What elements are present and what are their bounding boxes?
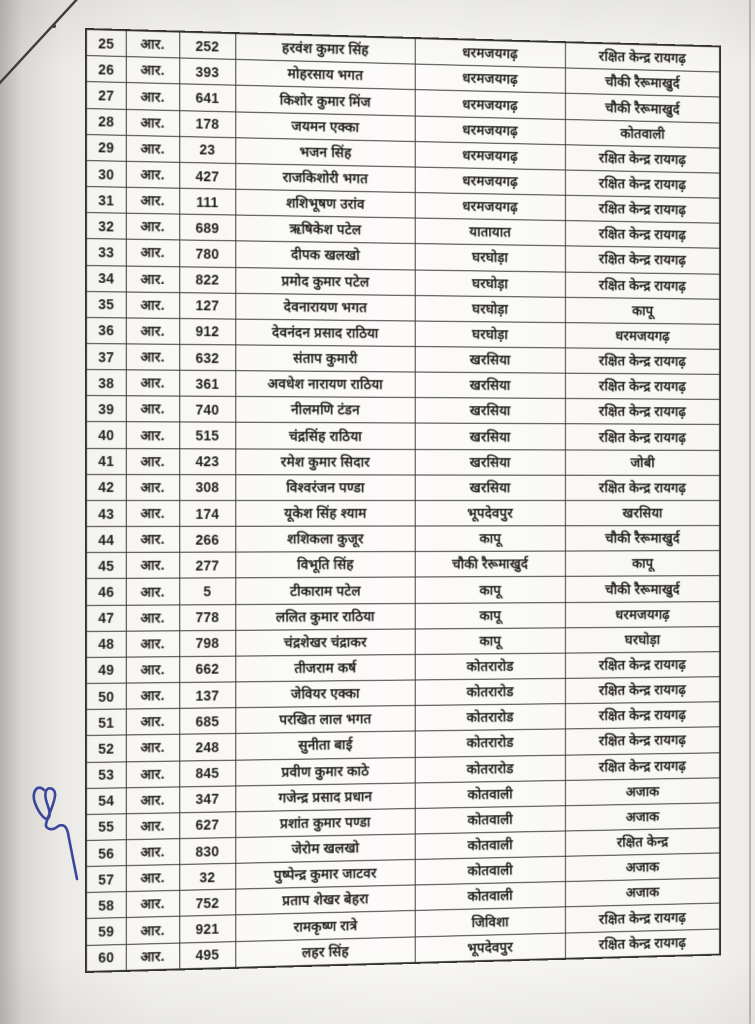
cell-belt-number: 798 <box>179 630 235 656</box>
cell-current-posting: कापू <box>415 526 565 552</box>
cell-current-posting: चौकी रैरूमाखुर्द <box>415 551 565 577</box>
cell-serial-number: 46 <box>86 579 126 605</box>
cell-belt-number: 845 <box>179 760 235 787</box>
cell-serial-number: 55 <box>86 814 126 841</box>
cell-current-posting: कोतवाली <box>415 856 565 885</box>
cell-name: विभूति सिंह <box>235 552 414 578</box>
cell-belt-number: 32 <box>179 863 235 890</box>
table-row <box>86 370 720 400</box>
cell-name: प्रवीण कुमार काठे <box>235 757 414 786</box>
cell-serial-number: 47 <box>86 605 126 631</box>
cell-belt-number: 361 <box>179 370 235 396</box>
cell-belt-number: 641 <box>179 84 235 111</box>
cell-station: चौकी रैरूमाखुर्द <box>565 68 720 97</box>
cell-belt-number: 778 <box>179 604 235 630</box>
cell-current-posting: कोतरारोड <box>415 678 565 705</box>
cell-belt-number: 174 <box>179 500 235 526</box>
cell-name: विश्वरंजन पण्डा <box>235 475 414 501</box>
cell-belt-number: 685 <box>179 708 235 735</box>
cell-serial-number: 25 <box>86 29 126 57</box>
cell-current-posting: खरसिया <box>415 398 565 424</box>
cell-station: रक्षित केन्द्र रायगढ़ <box>565 170 720 198</box>
cell-name: सुनीता बाई <box>235 731 414 759</box>
cell-rank: आर. <box>126 657 179 684</box>
cell-name: हरवंश कुमार सिंह <box>235 33 414 64</box>
cell-name: संताप कुमारी <box>235 345 414 372</box>
cell-belt-number: 423 <box>179 448 235 474</box>
cell-station: रक्षित केन्द्र रायगढ़ <box>565 424 720 450</box>
cell-serial-number: 30 <box>86 160 126 187</box>
cell-rank: आर. <box>126 109 179 136</box>
cell-belt-number: 495 <box>179 941 235 969</box>
cell-current-posting: कोतवाली <box>415 780 565 808</box>
cell-current-posting: धरमजयगढ़ <box>415 167 565 195</box>
cell-name: ऋषिकेश पटेल <box>235 215 414 244</box>
cell-name: रामकृष्ण रात्रे <box>235 911 414 941</box>
cell-station: अजाक <box>565 803 720 831</box>
cell-current-posting: कोतवाली <box>415 882 565 911</box>
cell-station: धरमजयगढ़ <box>565 322 720 349</box>
cell-rank: आर. <box>126 266 179 293</box>
cell-belt-number: 137 <box>179 682 235 709</box>
cell-name: भजन सिंह <box>235 137 414 166</box>
cell-rank: आर. <box>126 813 179 840</box>
cell-belt-number: 111 <box>179 188 235 215</box>
cell-name: शशिकला कुजूर <box>235 526 414 552</box>
cell-rank: आर. <box>126 891 179 918</box>
cell-rank: आर. <box>126 631 179 658</box>
cell-name: देवनारायण भगत <box>235 293 414 321</box>
cell-station: रक्षित केन्द्र रायगढ़ <box>565 929 720 959</box>
cell-rank: आर. <box>126 318 179 345</box>
cell-station: कापू <box>565 551 720 577</box>
cell-station: रक्षित केन्द्र रायगढ़ <box>565 475 720 500</box>
cell-serial-number: 36 <box>86 317 126 344</box>
cell-belt-number: 689 <box>179 214 235 241</box>
cell-current-posting: घरघोड़ा <box>415 321 565 348</box>
cell-name: राजकिशोरी भगत <box>235 163 414 192</box>
cell-current-posting: कापू <box>415 577 565 603</box>
cell-station: अजाक <box>565 778 720 806</box>
cell-rank: आर. <box>126 761 179 788</box>
cell-serial-number: 40 <box>86 422 126 448</box>
cell-rank: आर. <box>126 213 179 240</box>
cell-serial-number: 39 <box>86 396 126 422</box>
cell-current-posting: घरघोड़ा <box>415 295 565 322</box>
cell-name: रमेश कुमार सिदार <box>235 449 414 475</box>
cell-current-posting: कोतरारोड <box>415 755 565 783</box>
cell-serial-number: 59 <box>86 918 126 945</box>
cell-current-posting: खरसिया <box>415 423 565 449</box>
cell-name: तीजराम कर्ष <box>235 654 414 682</box>
cell-belt-number: 822 <box>179 266 235 293</box>
cell-station: रक्षित केन्द्र रायगढ़ <box>565 677 720 704</box>
cell-serial-number: 34 <box>86 265 126 292</box>
cell-station: रक्षित केन्द्र रायगढ़ <box>565 727 720 755</box>
cell-station: रक्षित केन्द्र रायगढ़ <box>565 399 720 425</box>
cell-station: रक्षित केन्द्र रायगढ़ <box>565 42 720 72</box>
cell-belt-number: 277 <box>179 552 235 578</box>
personnel-table-wrap <box>85 28 719 973</box>
cell-current-posting: धरमजयगढ़ <box>415 38 565 68</box>
cell-rank: आर. <box>126 526 179 552</box>
cell-belt-number: 627 <box>179 812 235 839</box>
cell-serial-number: 48 <box>86 631 126 657</box>
cell-belt-number: 308 <box>179 474 235 500</box>
table-body <box>86 29 720 972</box>
cell-rank: आर. <box>126 57 179 84</box>
cell-serial-number: 27 <box>86 82 126 109</box>
cell-belt-number: 752 <box>179 889 235 916</box>
cell-current-posting: खरसिया <box>415 449 565 475</box>
cell-station: रक्षित केन्द्र <box>565 828 720 856</box>
cell-current-posting: कोतवाली <box>415 806 565 834</box>
cell-serial-number: 51 <box>86 709 126 736</box>
cell-station: कापू <box>565 297 720 324</box>
cell-current-posting: यातायात <box>415 218 565 246</box>
cell-name: प्रताप शेखर बेहरा <box>235 885 414 915</box>
cell-name: लहर सिंह <box>235 937 414 968</box>
cell-current-posting: जिविशा <box>415 907 565 936</box>
cell-belt-number: 266 <box>179 526 235 552</box>
cell-serial-number: 50 <box>86 683 126 710</box>
cell-rank: आर. <box>126 292 179 319</box>
cell-current-posting: कोतरारोड <box>415 729 565 757</box>
cell-name: यूकेश सिंह श्याम <box>235 500 414 526</box>
cell-name: प्रशांत कुमार पण्डा <box>235 808 414 837</box>
cell-belt-number: 23 <box>179 136 235 163</box>
cell-rank: आर. <box>126 917 179 944</box>
cell-name: प्रमोद कुमार पटेल <box>235 267 414 295</box>
cell-belt-number: 127 <box>179 292 235 319</box>
cell-rank: आर. <box>126 161 179 188</box>
cell-rank: आर. <box>126 735 179 762</box>
cell-station: रक्षित केन्द्र रायगढ़ <box>565 272 720 299</box>
cell-current-posting: भूपदेवपुर <box>415 500 565 526</box>
cell-serial-number: 49 <box>86 657 126 684</box>
cell-current-posting: भूपदेवपुर <box>415 933 565 963</box>
cell-serial-number: 35 <box>86 291 126 318</box>
cell-station: घरघोड़ा <box>565 626 720 653</box>
table-row <box>86 422 720 450</box>
cell-current-posting: धरमजयगढ़ <box>415 90 565 119</box>
cell-current-posting: धरमजयगढ़ <box>415 141 565 170</box>
cell-serial-number: 33 <box>86 239 126 266</box>
cell-name: किशोर कुमार मिंज <box>235 86 414 116</box>
table-row <box>86 448 720 475</box>
cell-station: रक्षित केन्द्र रायगढ़ <box>565 702 720 729</box>
cell-belt-number: 248 <box>179 734 235 761</box>
cell-station: अजाक <box>565 878 720 907</box>
cell-serial-number: 29 <box>86 134 126 161</box>
cell-serial-number: 44 <box>86 527 126 553</box>
cell-rank: आर. <box>126 709 179 736</box>
cell-belt-number: 780 <box>179 240 235 267</box>
cell-rank: आर. <box>126 787 179 814</box>
cell-station: रक्षित केन्द्र रायगढ़ <box>565 752 720 780</box>
table-row <box>86 396 720 425</box>
personnel-table <box>85 28 721 973</box>
cell-serial-number: 28 <box>86 108 126 135</box>
table-row <box>86 526 720 553</box>
cell-current-posting: खरसिया <box>415 372 565 399</box>
cell-name: दीपक खलखो <box>235 241 414 269</box>
cell-belt-number: 830 <box>179 838 235 865</box>
cell-rank: आर. <box>126 578 179 604</box>
cell-current-posting: कापू <box>415 628 565 655</box>
cell-belt-number: 427 <box>179 162 235 189</box>
cell-rank: आर. <box>126 839 179 866</box>
cell-rank: आर. <box>126 187 179 214</box>
cell-name: चंद्रशेखर चंद्राकर <box>235 629 414 656</box>
cell-name: गजेन्द्र प्रसाद प्रधान <box>235 783 414 812</box>
cell-serial-number: 32 <box>86 213 126 240</box>
cell-rank: आर. <box>126 83 179 110</box>
cell-current-posting: खरसिया <box>415 475 565 501</box>
cell-name: नीलमणि टंडन <box>235 397 414 424</box>
table-row <box>86 474 720 500</box>
cell-name: शशिभूषण उरांव <box>235 189 414 218</box>
cell-rank: आर. <box>126 422 179 448</box>
cell-name: चंद्रसिंह राठिया <box>235 423 414 449</box>
cell-serial-number: 60 <box>86 944 126 972</box>
cell-station: रक्षित केन्द्र रायगढ़ <box>565 652 720 679</box>
cell-name: ललित कुमार राठिया <box>235 603 414 630</box>
cell-belt-number: 178 <box>179 110 235 137</box>
cell-current-posting: घरघोड़ा <box>415 270 565 297</box>
cell-name: पुष्पेन्द्र कुमार जाटवर <box>235 860 414 890</box>
cell-name: मोहरसाय भगत <box>235 60 414 90</box>
table-row <box>86 500 720 526</box>
cell-serial-number: 53 <box>86 761 126 788</box>
cell-current-posting: कोतरारोड <box>415 704 565 731</box>
cell-rank: आर. <box>126 396 179 422</box>
cell-belt-number: 393 <box>179 58 235 85</box>
cell-name: टीकाराम पटेल <box>235 577 414 604</box>
cell-serial-number: 54 <box>86 787 126 814</box>
cell-serial-number: 41 <box>86 448 126 474</box>
cell-name: परखित लाल भगत <box>235 706 414 734</box>
cell-rank: आर. <box>126 135 179 162</box>
cell-rank: आर. <box>126 500 179 526</box>
cell-station: चौकी रैरूमाखुर्द <box>565 94 720 123</box>
cell-serial-number: 56 <box>86 840 126 867</box>
cell-station: धरमजयगढ़ <box>565 601 720 627</box>
cell-serial-number: 58 <box>86 892 126 919</box>
table-row <box>86 576 720 605</box>
cell-current-posting: घरघोड़ा <box>415 244 565 272</box>
cell-serial-number: 42 <box>86 474 126 500</box>
cell-rank: आर. <box>126 474 179 500</box>
cell-rank: आर. <box>126 943 179 971</box>
cell-current-posting: धरमजयगढ़ <box>415 64 565 93</box>
cell-station: रक्षित केन्द्र रायगढ़ <box>565 373 720 399</box>
cell-belt-number: 662 <box>179 656 235 683</box>
cell-belt-number: 912 <box>179 318 235 345</box>
cell-rank: आर. <box>126 448 179 474</box>
cell-rank: आर. <box>126 240 179 267</box>
cell-belt-number: 632 <box>179 344 235 370</box>
cell-station: रक्षित केन्द्र रायगढ़ <box>565 195 720 223</box>
cell-name: अवधेश नारायण राठिया <box>235 371 414 398</box>
cell-belt-number: 347 <box>179 786 235 813</box>
paper-edge-line <box>749 0 751 1024</box>
cell-station: जोबी <box>565 450 720 476</box>
cell-rank: आर. <box>126 683 179 710</box>
cell-belt-number: 5 <box>179 578 235 604</box>
table-row <box>86 551 720 579</box>
cell-name: जयमन एक्का <box>235 112 414 142</box>
cell-rank: आर. <box>126 344 179 371</box>
cell-serial-number: 38 <box>86 370 126 396</box>
cell-serial-number: 43 <box>86 500 126 526</box>
cell-current-posting: धरमजयगढ़ <box>415 116 565 145</box>
cell-rank: आर. <box>126 865 179 892</box>
cell-current-posting: कोतरारोड <box>415 653 565 680</box>
cell-current-posting: धरमजयगढ़ <box>415 193 565 221</box>
cell-belt-number: 921 <box>179 915 235 942</box>
cell-station: रक्षित केन्द्र रायगढ़ <box>565 246 720 274</box>
cell-station: रक्षित केन्द्र रायगढ़ <box>565 145 720 173</box>
cell-belt-number: 252 <box>179 32 235 60</box>
cell-name: जेरोम खलखो <box>235 834 414 863</box>
cell-serial-number: 37 <box>86 344 126 370</box>
cell-current-posting: कापू <box>415 602 565 629</box>
cell-station: कोतवाली <box>565 119 720 148</box>
cell-belt-number: 740 <box>179 396 235 422</box>
cell-station: चौकी रैरूमाखुर्द <box>565 526 720 552</box>
cell-rank: आर. <box>126 552 179 578</box>
cell-current-posting: कोतवाली <box>415 831 565 860</box>
cell-serial-number: 26 <box>86 56 126 83</box>
cell-serial-number: 52 <box>86 735 126 762</box>
cell-station: अजाक <box>565 853 720 882</box>
cell-station: रक्षित केन्द्र रायगढ़ <box>565 348 720 375</box>
cell-name: देवनंदन प्रसाद राठिया <box>235 319 414 347</box>
cell-station: रक्षित केन्द्र रायगढ़ <box>565 903 720 932</box>
cell-belt-number: 515 <box>179 422 235 448</box>
cell-current-posting: खरसिया <box>415 347 565 374</box>
cell-rank: आर. <box>126 605 179 631</box>
cell-serial-number: 57 <box>86 866 126 893</box>
cell-station: खरसिया <box>565 500 720 525</box>
cell-rank: आर. <box>126 370 179 396</box>
cell-name: जेवियर एक्का <box>235 680 414 708</box>
cell-station: चौकी रैरूमाखुर्द <box>565 576 720 602</box>
cell-station: रक्षित केन्द्र रायगढ़ <box>565 221 720 249</box>
cell-serial-number: 31 <box>86 187 126 214</box>
cell-serial-number: 45 <box>86 553 126 579</box>
cell-rank: आर. <box>126 30 179 58</box>
